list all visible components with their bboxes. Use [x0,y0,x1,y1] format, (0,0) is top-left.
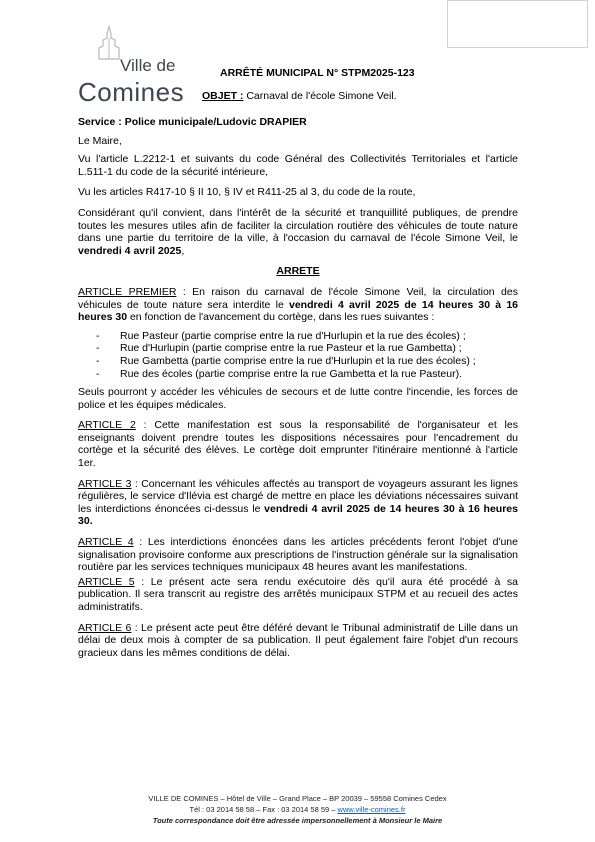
church-icon [96,26,122,60]
considerant-paragraph [78,207,518,257]
objet-text: Carnaval de l'école Simone Veil. [243,90,397,102]
city-logo [78,26,193,106]
article-1 [78,286,518,324]
article-2-label: ARTICLE 2 [78,419,136,432]
vu-paragraph-1: Vu l'article L.2212-1 et suivants du code Général des Collectivités Territoriales et l'article L.511-1 du code de la sécurité intérieure, [78,153,518,178]
article-4-label: ARTICLE 4 [78,536,134,549]
stamp-box [447,0,588,48]
objet-line [202,90,397,102]
website-link[interactable]: www.ville-comines.fr [337,805,406,814]
street-list [78,330,518,380]
considerant-text: Considérant qu'il convient, dans l'intérêt de la sécurité et tranquillité publiques, de prendre toutes les mesures utiles afin de faciliter la circulation routière des véhicules de toute nature dans une partie du territoire de la ville, à l'occasion du carnaval de l'école Simone Veil, le [78,206,518,245]
vu-paragraph-2: Vu les articles R417-10 § II 10, § IV et R411-25 al 3, du code de la route, [78,186,416,199]
list-item: - Rue Gambetta (partie comprise entre la rue d'Hurlupin et la rue des écoles) ; [78,355,518,368]
article-3-text: : Concernant les véhicules affectés au transport de voyageurs assurant les lignes régulières, le service d'Ilévia est chargé de mettre en place les déviations nécessaires suivant les interdictions énoncées ci-dessus le [78,477,518,515]
article-1-text: : En raison du carnaval de l'école Simone Veil, la circulation des véhicules de toute nature sera interdite le [78,285,518,311]
objet-label: OBJET : [202,90,244,102]
article-4 [78,536,518,574]
article-2-text: : Cette manifestation est sous la responsabilité de l'organisateur et les enseignants doivent prendre toutes les dispositions nécessaires pour l'encadrement du cortège et la sécurité des élèves. Le cortège doit emprunter l'itinéraire mentionné à l'article 1er. [78,419,518,470]
footer-note: Toute correspondance doit être adressée impersonnellement à Monsieur le Maire [152,816,443,825]
article-3-date: vendredi 4 avril 2025 de 14 heures 30 à 16 heures 30 [78,502,518,528]
document-title: ARRÊTÉ MUNICIPAL N° STPM2025-123 [220,67,415,79]
document-body [78,116,518,667]
logo-ville-text: Ville de [120,56,176,75]
article-1-date: vendredi 4 avril 2025 de 14 heures 30 à 16 heures 30 [78,298,518,324]
logo-comines-text: Comines [78,77,185,107]
article-1-after: Seuls pourront y accéder les véhicules de secours et de lutte contre l'incendie, les forces de police et les équipes médicales. [78,386,518,411]
footer-contact [0,804,595,815]
article-1-label: ARTICLE PREMIER [78,285,177,298]
article-3 [78,478,518,528]
list-item: - Rue d'Hurlupin (partie comprise entre la rue Pasteur et la rue Gambetta) ; [78,342,518,355]
article-6 [78,622,518,660]
article-3-label: ARTICLE 3 [78,477,132,490]
article-1-text-end: en fonction de l'avancement du cortège, dans les rues suivantes : [127,311,435,324]
page-footer [0,793,595,826]
article-2 [78,419,518,469]
footer-phone: Tél : 03 2014 58 58 – Fax : 03 2014 58 59 – [189,805,338,814]
footer-address: VILLE DE COMINES – Hôtel de Ville – Grand Place – BP 20039 – 59558 Comines Cedex [148,794,447,803]
considerant-end: , [181,244,185,257]
service-line: Service : Police municipale/Ludovic DRAPIER [78,116,307,128]
list-item: - Rue des écoles (partie comprise entre la rue Gambetta et la rue Pasteur). [78,368,518,381]
article-3-end: . [89,515,93,528]
article-5-text: : Le présent acte sera rendu exécutoire dès qu'il aura été procédé à sa publication. Il sera transcrit au registre des arrêtés municipaux STPM et au recueil des actes administratifs. [78,575,519,613]
considerant-date: vendredi 4 avril 2025 [78,244,182,257]
arrete-heading: ARRETE [276,265,320,278]
list-item: - Rue Pasteur (partie comprise entre la rue d'Hurlupin et la rue des écoles) ; [78,330,518,343]
article-6-label: ARTICLE 6 [78,621,132,634]
maire-line: Le Maire, [78,134,122,147]
article-5 [78,576,518,614]
article-5-label: ARTICLE 5 [78,575,135,588]
article-6-text: : Le présent acte peut être déféré devant le Tribunal administratif de Lille dans un délai de deux mois à compter de sa publication. Il peut également faire l'objet d'un recours gracieux dans les mêmes conditions de délai. [78,621,518,659]
article-4-text: : Les interdictions énoncées dans les articles précédents feront l'objet d'une signalisation provisoire conforme aux prescriptions de l'instruction générale sur la signalisation routière par les services techniques municipaux 48 heures avant les manifestations. [78,536,518,574]
